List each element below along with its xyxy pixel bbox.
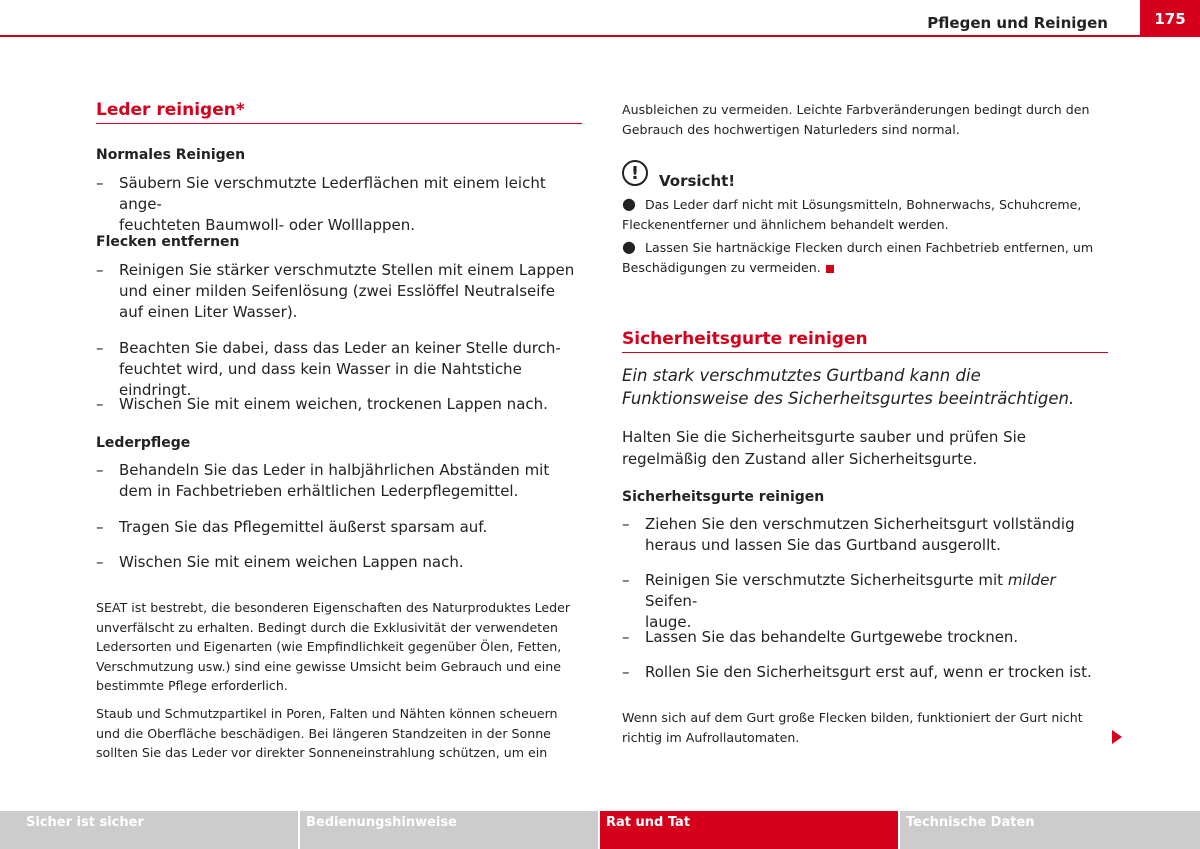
list-item-text: Wischen Sie mit einem weichen, trockenen Lappen nach. xyxy=(119,395,548,413)
subheading-lederpflege: Lederpflege xyxy=(96,435,191,451)
list-item-text: Behandeln Sie das Leder in halbjährlichen Abständen mit dem in Fachbetrieben erhältlichen Lederpflegemittel. xyxy=(119,461,550,500)
list-item xyxy=(96,260,582,323)
dash-marker: – xyxy=(96,395,104,413)
list-item-text: Rollen Sie den Sicherheitsgurt erst auf, wenn er trocken ist. xyxy=(645,663,1092,681)
list-item xyxy=(96,394,582,415)
bullet-icon: ● xyxy=(622,194,636,213)
subheading-flecken-entfernen: Flecken entfernen xyxy=(96,234,240,250)
warning-bullet-text: Lassen Sie hartnäckige Flecken durch einen Fachbetrieb entfernen, um Beschädigungen zu vermeiden. xyxy=(622,240,1094,275)
next-page-arrow-icon[interactable] xyxy=(1112,730,1122,744)
list-item-text: Säubern Sie verschmutzte Lederflächen mit einem leicht ange- feuchteten Baumwoll- oder Wolllappen. xyxy=(119,174,546,234)
section-end-marker xyxy=(826,265,834,273)
warning-bullet xyxy=(622,194,1108,235)
list-item xyxy=(622,514,1108,556)
list-item-text: Wischen Sie mit einem weichen Lappen nach. xyxy=(119,553,464,571)
subheading-sicherheitsgurte-reinigen: Sicherheitsgurte reinigen xyxy=(622,489,825,505)
dash-marker: – xyxy=(622,663,630,681)
lead-paragraph: Ein stark verschmutztes Gurtband kann die Funktionsweise des Sicherheitsgurtes beeinträchtigen. xyxy=(622,366,1075,408)
tab-technische-daten[interactable]: Technische Daten xyxy=(900,811,1200,849)
list-item xyxy=(622,662,1108,683)
page-header-title: Pflegen und Reinigen xyxy=(927,14,1108,32)
footer-nav xyxy=(0,811,1200,849)
list-item-text: Reinigen Sie verschmutzte Sicherheitsgurte mit xyxy=(645,571,1004,589)
section-heading-sicherheitsgurte: Sicherheitsgurte reinigen xyxy=(622,329,1108,353)
list-item xyxy=(96,173,582,236)
emphasis-text: milder xyxy=(1007,571,1056,589)
subheading-normales-reinigen: Normales Reinigen xyxy=(96,147,246,163)
warning-bullet-text: Das Leder darf nicht mit Lösungsmitteln, Bohnerwachs, Schuhcreme, Fleckenentferner und ähnlichem behandelt werden. xyxy=(622,197,1082,232)
note-paragraph: Staub und Schmutzpartikel in Poren, Falten und Nähten können scheuern und die Oberfläche beschädigen. Bei längeren Standzeiten in der Sonne sollten Sie das Leder vor direkter Sonneneinstrahlung schützen, um ein xyxy=(96,706,558,760)
list-item-text: Seifen- lauge. xyxy=(645,592,698,631)
page-number: 175 xyxy=(1140,0,1200,37)
list-item xyxy=(96,460,582,502)
list-item-text: Lassen Sie das behandelte Gurtgewebe trocknen. xyxy=(645,628,1019,646)
list-item-text: Beachten Sie dabei, dass das Leder an keiner Stelle durch- feuchtet wird, und dass kein Wasser in die Nahtstiche eindringt. xyxy=(119,339,561,399)
tab-sicher-ist-sicher[interactable]: Sicher ist sicher xyxy=(0,811,298,849)
dash-marker: – xyxy=(96,339,104,357)
list-item xyxy=(96,552,582,573)
note-paragraph: SEAT ist bestrebt, die besonderen Eigenschaften des Naturproduktes Leder unverfälscht zu erhalten. Bedingt durch die Exklusivität der verwendeten Ledersorten und Eigenarten (wie Empfindlichkeit gegenüber Ölen, Fetten, Verschmutzung usw.) sind eine gewisse Umsicht beim Gebrauch und eine bestimmte Pflege erforderlich. xyxy=(96,600,571,693)
tab-rat-und-tat[interactable]: Rat und Tat xyxy=(600,811,898,849)
warning-title: Vorsicht! xyxy=(659,172,736,190)
bullet-icon: ● xyxy=(622,237,636,256)
dash-marker: – xyxy=(96,518,104,536)
dash-marker: – xyxy=(622,571,630,589)
dash-marker: – xyxy=(96,553,104,571)
dash-marker: – xyxy=(96,261,104,279)
list-item-text: Tragen Sie das Pflegemittel äußerst sparsam auf. xyxy=(119,518,488,536)
list-item-text: Ziehen Sie den verschmutzen Sicherheitsgurt vollständig heraus und lassen Sie das Gurtband ausgerollt. xyxy=(645,515,1075,554)
list-item-text: Reinigen Sie stärker verschmutzte Stellen mit einem Lappen und einer milden Seifenlösung (zwei Esslöffel Neutralseife auf einen Liter Wasser). xyxy=(119,261,575,321)
header-rule xyxy=(0,35,1140,37)
tab-bedienungshinweise[interactable]: Bedienungshinweise xyxy=(300,811,598,849)
list-item xyxy=(622,627,1108,648)
warning-bullet xyxy=(622,237,1108,278)
dash-marker: – xyxy=(96,174,104,192)
list-item xyxy=(96,517,582,538)
list-item xyxy=(622,570,1108,633)
intro-paragraph: Halten Sie die Sicherheitsgurte sauber und prüfen Sie regelmäßig den Zustand aller Sicherheitsgurte. xyxy=(622,428,1027,468)
dash-marker: – xyxy=(622,515,630,533)
dash-marker: – xyxy=(96,461,104,479)
dash-marker: – xyxy=(622,628,630,646)
continuation-paragraph: Ausbleichen zu vermeiden. Leichte Farbveränderungen bedingt durch den Gebrauch des hochwertigen Naturleders sind normal. xyxy=(622,102,1090,137)
section-heading-leder: Leder reinigen* xyxy=(96,100,582,124)
list-item xyxy=(96,338,582,401)
exclamation-icon: ! xyxy=(622,160,648,186)
note-paragraph: Wenn sich auf dem Gurt große Flecken bilden, funktioniert der Gurt nicht richtig im Aufrollautomaten. xyxy=(622,710,1083,745)
